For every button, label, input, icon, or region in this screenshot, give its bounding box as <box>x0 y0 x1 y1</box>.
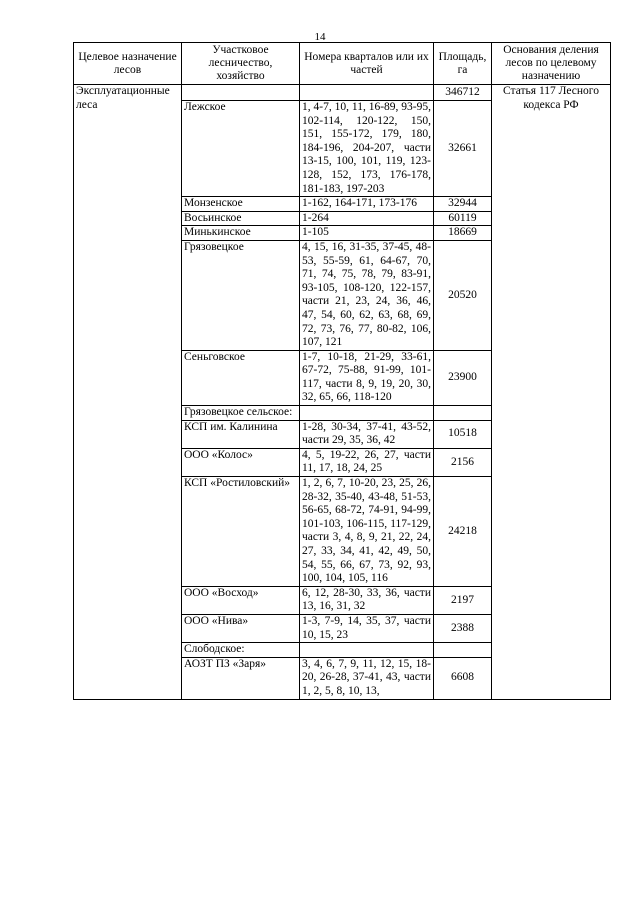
quarters-cell: 6, 12, 28-30, 33, 36, части 13, 16, 31, 32 <box>300 586 434 614</box>
quarters-cell: 1-7, 10-18, 21-29, 33-61, 67-72, 75-88, 91-99, 101-117, части 8, 9, 19, 20, 30, 32, 65, 66, 118-120 <box>300 350 434 405</box>
quarters-cell: 4, 5, 19-22, 26, 27, части 11, 17, 18, 24, 25 <box>300 448 434 476</box>
quarters-cell: 1, 4-7, 10, 11, 16-89, 93-95, 102-114, 120-122, 150, 151, 155-172, 179, 180, 184-196, 204-207, части 13-15, 100, 101, 119, 123-128, 152, 173, 176-178, 181-183, 197-203 <box>300 101 434 197</box>
area-cell <box>434 643 492 658</box>
area-cell: 6608 <box>434 657 492 699</box>
quarters-cell <box>300 643 434 658</box>
quarters-cell: 1-105 <box>300 226 434 241</box>
header-quarters: Номера кварталов или их частей <box>300 43 434 85</box>
area-cell: 2197 <box>434 586 492 614</box>
header-area: Площадь, га <box>434 43 492 85</box>
forestry-cell: Сеньговское <box>182 350 300 405</box>
table-row-total <box>74 85 611 101</box>
quarters-cell <box>300 406 434 421</box>
area-cell: 20520 <box>434 240 492 350</box>
area-cell: 60119 <box>434 211 492 226</box>
forestry-cell: КСП им. Калинина <box>182 420 300 448</box>
forestry-cell: Монзенское <box>182 197 300 212</box>
forestry-cell: Восьинское <box>182 211 300 226</box>
area-cell: 18669 <box>434 226 492 241</box>
area-cell: 2156 <box>434 448 492 476</box>
header-forestry: Участковое лесничество, хозяйство <box>182 43 300 85</box>
forestry-cell: ООО «Восход» <box>182 586 300 614</box>
forestry-cell: Грязовецкое <box>182 240 300 350</box>
forestry-cell: КСП «Ростиловский» <box>182 477 300 587</box>
forestry-cell: Слободское: <box>182 643 300 658</box>
quarters-cell: 1-28, 30-34, 37-41, 43-52, части 29, 35, 36, 42 <box>300 420 434 448</box>
forestry-cell: Грязовецкое сельское: <box>182 406 300 421</box>
basis-cell: Статья 117 Лесного кодекса РФ <box>492 85 611 700</box>
area-cell: 32944 <box>434 197 492 212</box>
area-cell: 24218 <box>434 477 492 587</box>
area-cell <box>434 406 492 421</box>
header-purpose: Целевое назначение лесов <box>74 43 182 85</box>
quarters-cell: 4, 15, 16, 31-35, 37-45, 48-53, 55-59, 61, 64-67, 70, 71, 74, 75, 78, 79, 83-91, 93-105, 108-120, 122-157, части 21, 23, 24, 36, 46, 47, 54, 60, 62, 63, 68, 69, 72, 73, 76, 77, 80-82, 106, 107, 121 <box>300 240 434 350</box>
area-cell: 32661 <box>434 101 492 197</box>
area-cell: 10518 <box>434 420 492 448</box>
quarters-cell: 1-3, 7-9, 14, 35, 37, части 10, 15, 23 <box>300 614 434 642</box>
forestry-cell: ООО «Нива» <box>182 614 300 642</box>
quarters-cell: 1-162, 164-171, 173-176 <box>300 197 434 212</box>
purpose-cell: Эксплуатационные леса <box>74 85 182 700</box>
quarters-cell: 1, 2, 6, 7, 10-20, 23, 25, 26, 28-32, 35-40, 43-48, 51-53, 56-65, 68-72, 74-91, 94-99, 101-103, 106-115, 117-129, части 3, 4, 8, 9, 21, 22, 24, 27, 33, 34, 41, 42, 49, 50, 54, 55, 66, 67, 73, 92, 93, 100, 104, 105, 116 <box>300 477 434 587</box>
forestry-cell: ООО «Колос» <box>182 448 300 476</box>
forest-purpose-table <box>73 42 611 700</box>
forestry-cell: Минькинское <box>182 226 300 241</box>
quarters-cell: 3, 4, 6, 7, 9, 11, 12, 15, 18-20, 26-28, 37-41, 43, части 1, 2, 5, 8, 10, 13, <box>300 657 434 699</box>
page-number: 14 <box>314 31 326 43</box>
area-cell: 2388 <box>434 614 492 642</box>
total-area-cell: 346712 <box>434 85 492 101</box>
area-cell: 23900 <box>434 350 492 405</box>
table-header-row <box>74 43 611 85</box>
header-basis: Основания деления лесов по целевому назначению <box>492 43 611 85</box>
forestry-cell: Лежское <box>182 101 300 197</box>
quarters-cell: 1-264 <box>300 211 434 226</box>
forestry-cell: АОЗТ ПЗ «Заря» <box>182 657 300 699</box>
